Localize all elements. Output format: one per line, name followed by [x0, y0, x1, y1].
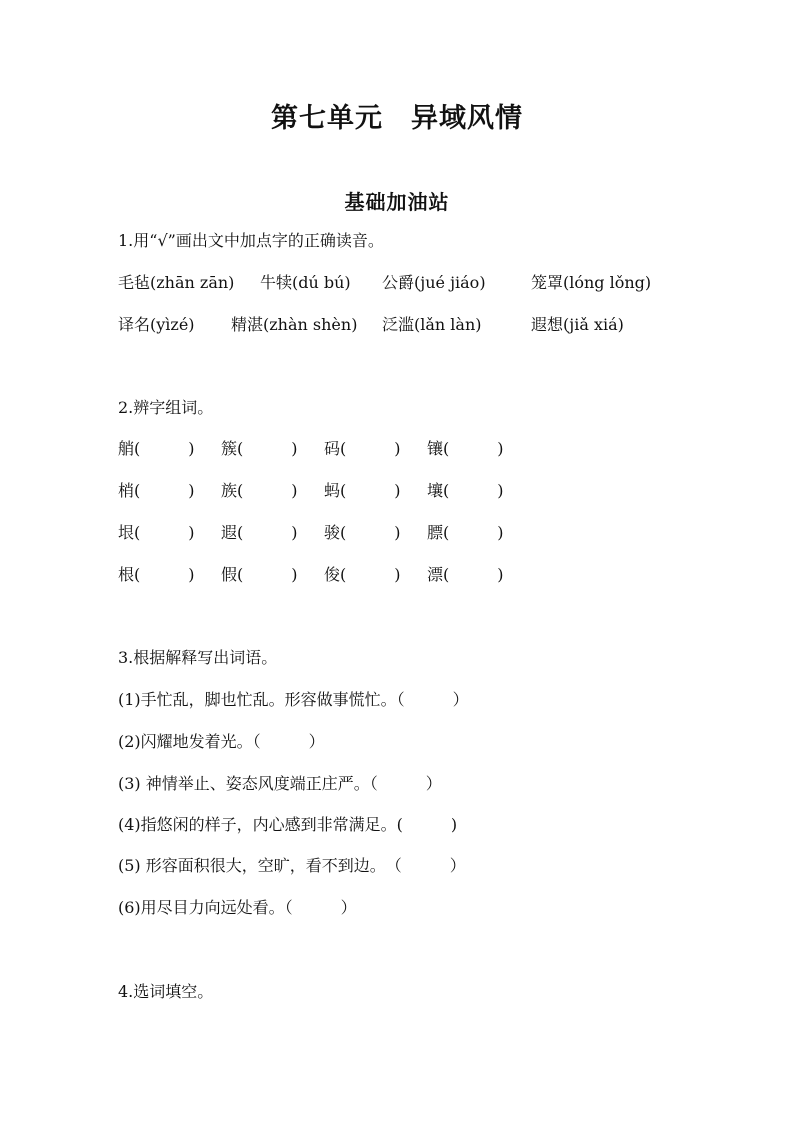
grid-cell: 根( ) — [118, 565, 195, 584]
grid-cell: 遐( ) — [221, 523, 298, 542]
definition-item: (1)手忙乱，脚也忙乱。形容做事慌忙。（ ） — [118, 690, 469, 709]
grid-cell: 梢( ) — [118, 481, 195, 500]
grid-row — [118, 564, 538, 606]
grid-row — [118, 522, 538, 564]
pinyin-option: 公爵(jué jiáo) — [382, 273, 486, 292]
pinyin-option: 译名(yìzé) — [118, 315, 195, 334]
definition-item: (5) 形容面积很大，空旷，看不到边。 （ ） — [118, 856, 466, 875]
question-4-prompt: 4.选词填空。 — [118, 982, 214, 1001]
grid-cell: 簇( ) — [221, 439, 298, 458]
grid-cell: 垠( ) — [118, 523, 195, 542]
pinyin-option: 遐想(jiǎ xiá) — [531, 315, 624, 334]
definition-item: (2)闪耀地发着光。（ ） — [118, 732, 325, 751]
pinyin-option: 牛犊(dú bú) — [260, 273, 351, 292]
grid-cell: 镶( ) — [427, 439, 504, 458]
grid-row — [118, 480, 538, 522]
pinyin-option: 笼罩(lóng lǒng) — [531, 273, 652, 292]
grid-cell: 骏( ) — [324, 523, 401, 542]
grid-cell: 漂( ) — [427, 565, 504, 584]
grid-row — [118, 438, 538, 480]
question-1-prompt: 1.用“√”画出文中加点字的正确读音。 — [118, 231, 384, 250]
definition-item: (6)用尽目力向远处看。（ ） — [118, 898, 357, 917]
grid-cell: 假( ) — [221, 565, 298, 584]
grid-cell: 俊( ) — [324, 565, 401, 584]
grid-cell: 膘( ) — [427, 523, 504, 542]
question-2-prompt: 2.辨字组词。 — [118, 398, 214, 417]
character-grid — [118, 438, 538, 606]
definition-item: (3) 神情举止、姿态风度端正庄严。（ ） — [118, 774, 442, 793]
pinyin-option: 精湛(zhàn shèn) — [231, 315, 358, 334]
grid-cell: 码( ) — [324, 439, 401, 458]
grid-cell: 艄( ) — [118, 439, 195, 458]
grid-cell: 蚂( ) — [324, 481, 401, 500]
grid-cell: 族( ) — [221, 481, 298, 500]
pinyin-option: 泛滥(lǎn làn) — [382, 315, 482, 334]
grid-cell: 壤( ) — [427, 481, 504, 500]
page-title: 第七单元 异域风情 — [271, 103, 523, 134]
section-heading: 基础加油站 — [344, 190, 450, 214]
definition-item: (4)指悠闲的样子，内心感到非常满足。( ) — [118, 815, 458, 834]
question-3-prompt: 3.根据解释写出词语。 — [118, 648, 278, 667]
pinyin-option: 毛毡(zhān zān) — [118, 273, 235, 292]
